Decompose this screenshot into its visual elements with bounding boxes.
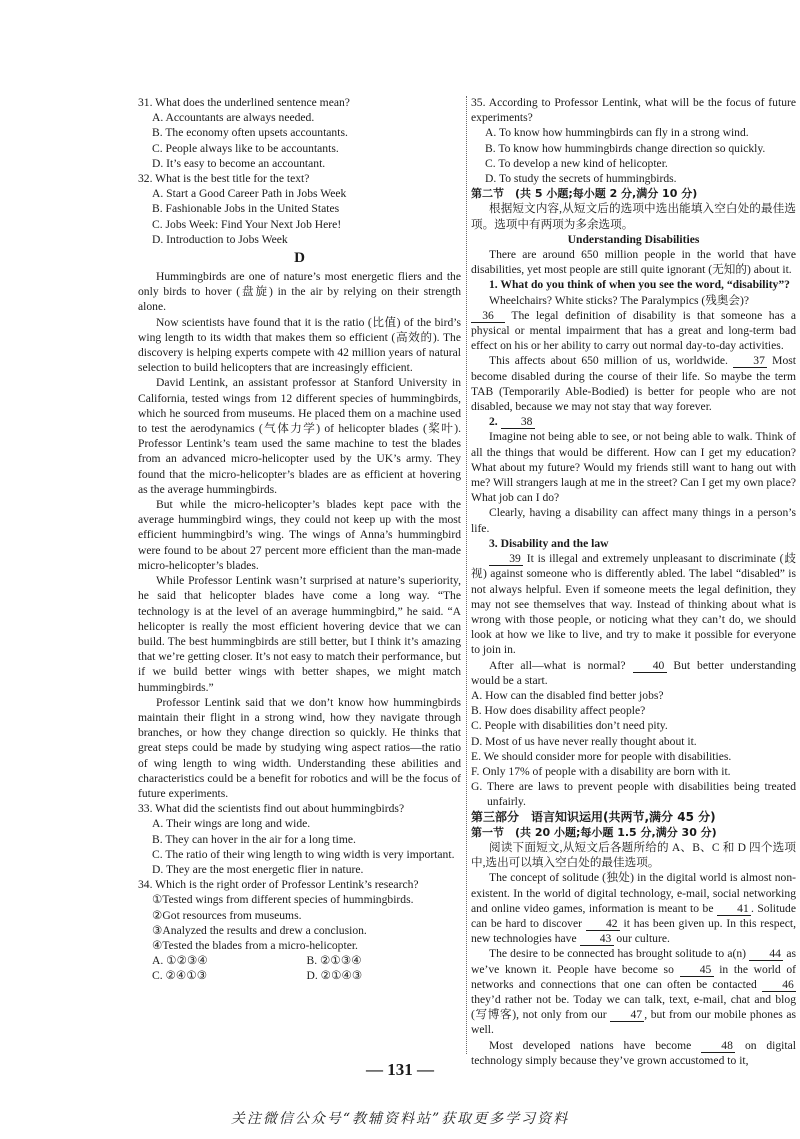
question-34-option-d: D. ②①④③ bbox=[306, 969, 363, 983]
paragraph-affects-million-text-b: Most become disabled during the course of their life. So maybe the term TAB (Temporarily Able-Bodied) is better for people who are not disabled, because we may not stay that way forever. bbox=[471, 354, 797, 414]
blank-44[interactable]: 44 bbox=[749, 948, 783, 961]
question-34-options-row-1 bbox=[152, 953, 461, 968]
choice-g: G. There are laws to prevent people with disabilities being treated unfairly. bbox=[471, 780, 796, 809]
paragraph-imagine: Imagine not being able to see, or not being able to walk. Think of all the things that would be different. How can I get my education? What about my future? Would my friends still want to hang out with me? Will strangers laugh at me in the street? Can I get my own place? What job can I do? bbox=[471, 430, 796, 505]
question-33-option-c: C. The ratio of their wing length to wing width is very important. bbox=[152, 847, 455, 861]
question-32-option-d: D. Introduction to Jobs Week bbox=[152, 232, 288, 246]
choice-a: A. How can the disabled find better jobs? bbox=[471, 688, 664, 702]
question-32-option-a: A. Start a Good Career Path in Jobs Week bbox=[152, 187, 347, 201]
passage-d-paragraph-4: But while the micro-helicopter’s blades kept pace with the average hummingbird wings, they could not keep up with the most efficient hummingbird’s wing. The wings of Anna’s hummingbird were found to be about 27 percent more efficient than the man-made micro-helicopter’s blades. bbox=[138, 498, 461, 572]
section-d-title: D bbox=[294, 250, 305, 267]
cloze-text-4: our culture. bbox=[616, 932, 670, 946]
question-35-stem: 35. According to Professor Lentink, what will be the focus of future experiments? bbox=[471, 96, 796, 125]
question-34-options-row-2 bbox=[152, 968, 461, 983]
question-31-option-b: B. The economy often upsets accountants. bbox=[152, 126, 348, 140]
question-33-option-a: A. Their wings are long and wide. bbox=[152, 817, 311, 831]
cloze-paragraph-2 bbox=[471, 946, 796, 1037]
blank-38[interactable]: 38 bbox=[501, 416, 535, 429]
paragraph-legal-definition-text: The legal definition of disability is that someone has a physical or mental impairment that has a great and long-term bad effect on his or her ability to carry out normal day-to-day activities. bbox=[471, 308, 796, 353]
passage-d-paragraph-6: Professor Lentink said that we don’t know how hummingbirds maintain their flight in a strong wind, how they navigate through branches, or how they change direction so quickly. He thinks that great steps could be made by studying wing aspect ratios—the ratio of wing length to wing width. Understanding these abilities and characteristics could be a benefit for robotics and will be the focus of future experiments. bbox=[138, 695, 461, 800]
paragraph-illegal bbox=[471, 551, 796, 657]
question-31-option-c: C. People always like to be accountants. bbox=[152, 141, 339, 155]
blank-41[interactable]: 41 bbox=[717, 903, 751, 916]
question-34-step-1: ①Tested wings from different species of hummingbirds. bbox=[152, 893, 414, 907]
paragraph-after-all bbox=[471, 658, 796, 688]
choice-b: B. How does disability affect people? bbox=[471, 704, 646, 718]
blank-45[interactable]: 45 bbox=[680, 964, 714, 977]
right-column bbox=[471, 95, 796, 1068]
choice-f: F. Only 17% of people with a disability are born with it. bbox=[471, 764, 731, 778]
blank-43[interactable]: 43 bbox=[580, 933, 614, 946]
paragraph-clearly: Clearly, having a disability can affect many things in a person’s life. bbox=[471, 506, 796, 535]
cloze-paragraph-1 bbox=[471, 870, 796, 946]
question-32-option-b: B. Fashionable Jobs in the United States bbox=[152, 202, 340, 216]
question-35-option-c: C. To develop a new kind of helicopter. bbox=[485, 156, 668, 170]
question-34-option-b: B. ②①③④ bbox=[306, 954, 362, 968]
subheading-1: 1. What do you think of when you see the word, “disability”? bbox=[489, 278, 790, 292]
question-34-step-4: ④Tested the blades from a micro-helicopter. bbox=[152, 938, 358, 952]
cloze-text-9: , but from our mobile phones as well. bbox=[471, 1008, 796, 1037]
question-35-option-a: A. To know how hummingbirds can fly in a strong wind. bbox=[485, 126, 749, 140]
cloze-text-3: it has been given up. In this respect, new technologies have bbox=[471, 916, 796, 946]
paragraph-legal-definition bbox=[471, 308, 796, 354]
passage-intro: There are around 650 million people in the world that have disabilities, yet most people are still quite ignorant (无知的) about it. bbox=[471, 248, 796, 277]
blank-39[interactable]: 39 bbox=[489, 553, 523, 566]
section-2-header: 第二节 (共 5 小题;每小题 2 分,满分 10 分) bbox=[471, 187, 698, 201]
footer-handwritten-note: 关注微信公众号“教辅资料站”获取更多学习资料 bbox=[230, 1111, 570, 1127]
question-35-option-d: D. To study the secrets of hummingbirds. bbox=[485, 172, 677, 186]
question-32-option-c: C. Jobs Week: Find Your Next Job Here! bbox=[152, 217, 342, 231]
blank-48[interactable]: 48 bbox=[701, 1040, 735, 1053]
question-34-option-c: C. ②④①③ bbox=[152, 969, 208, 983]
blank-40[interactable]: 40 bbox=[633, 660, 667, 673]
column-divider bbox=[466, 96, 467, 1054]
cloze-text-7: in the world of networks and connections that one can often be contacted bbox=[471, 962, 796, 991]
paragraph-after-all-text-a: After all—what is normal? bbox=[489, 658, 626, 672]
part-3-section-1-header: 第一节 (共 20 小题;每小题 1.5 分,满分 30 分) bbox=[471, 825, 717, 839]
page-number: — 131 — bbox=[366, 1060, 434, 1079]
part-3-instruction: 阅读下面短文,从短文后各题所给的 A、B、C 和 D 四个选项中,选出可以填入空白处的最佳选项。 bbox=[471, 840, 796, 870]
question-31-option-a: A. Accountants are always needed. bbox=[152, 111, 315, 125]
question-33-stem: 33. What did the scientists find out about hummingbirds? bbox=[138, 802, 405, 816]
passage-d-paragraph-5: While Professor Lentink wasn’t surprised at nature’s superiority, he said that helicopter blades have come a long way. “The technology is at the level of an average hummingbird,” he said. “A helicopter is really the most efficient hovering device that we can build. The best hummingbirds are still better, but I think it’s amazing that we’re getting closer. It’s not easy to match their performance, but if we build better wings with better shapes, we might match hummingbirds.” bbox=[138, 574, 461, 694]
cloze-text-10: Most developed nations have become bbox=[489, 1038, 692, 1052]
passage-d-paragraph-3: David Lentink, an assistant professor at Stanford University in California, tested wings from 12 different species of hummingbirds, which he sourced from museums. He placed them on a machine used to test the aerodynamics (气体力学) of helicopter blades (桨叶). Professor Lentink’s team used the same machine to test the blades from an advanced micro-helicopter used by the UK’s army. They found that the micro-helicopter’s blades are as efficient at hovering as the average hummingbirds. bbox=[138, 376, 461, 496]
passage-title: Understanding Disabilities bbox=[567, 232, 700, 246]
question-34-step-2: ②Got resources from museums. bbox=[152, 908, 302, 922]
cloze-text-11: on digital technology simply because they’ve grown accustomed to it, bbox=[471, 1038, 796, 1067]
question-33-option-b: B. They can hover in the air for a long time. bbox=[152, 832, 356, 846]
section-2-instruction: 根据短文内容,从短文后的选项中选出能填入空白处的最佳选项。选项中有两项为多余选项。 bbox=[471, 202, 796, 231]
cloze-text-6: as we’ve known it. People have become so bbox=[471, 947, 797, 976]
blank-47[interactable]: 47 bbox=[610, 1009, 644, 1022]
subheading-2-number: 2. bbox=[489, 415, 498, 429]
blank-42[interactable]: 42 bbox=[586, 918, 620, 931]
subheading-2 bbox=[471, 414, 796, 429]
choice-c: C. People with disabilities don’t need pity. bbox=[471, 719, 668, 733]
paragraph-affects-million bbox=[471, 353, 796, 414]
subheading-3: 3. Disability and the law bbox=[489, 536, 609, 550]
question-34-option-a: A. ①②③④ bbox=[152, 954, 208, 968]
paragraph-after-all-text-b: But better understanding would be a start. bbox=[471, 658, 797, 687]
choice-d: D. Most of us have never really thought about it. bbox=[471, 734, 697, 748]
cloze-text-1: The concept of solitude (独处) in the digital world is almost non-existent. In the world of digital technology, e-mail, social networking and online video games, information is meant to be bbox=[471, 871, 796, 915]
question-31-option-d: D. It’s easy to become an accountant. bbox=[152, 156, 326, 170]
cloze-text-2: . Solitude can be hard to discover bbox=[471, 901, 796, 930]
blank-36[interactable]: 36 bbox=[471, 310, 505, 323]
question-32-stem: 32. What is the best title for the text? bbox=[138, 172, 310, 186]
question-35-option-b: B. To know how hummingbirds change direction so quickly. bbox=[485, 141, 766, 155]
cloze-text-5: The desire to be connected has brought solitude to a(n) bbox=[489, 947, 746, 961]
blank-37[interactable]: 37 bbox=[733, 355, 767, 368]
passage-d-paragraph-2: Now scientists have found that it is the ratio (比值) of the bird’s wing length to its width that makes them so efficient (高效的). The discovery is helping experts compete with 42 million years of natural selection to build helicopters that are increasingly efficient. bbox=[138, 315, 461, 375]
paragraph-wheelchairs: Wheelchairs? White sticks? The Paralympics (残奥会)? bbox=[489, 293, 750, 307]
passage-d-paragraph-1: Hummingbirds are one of nature’s most energetic fliers and the only birds to hover (盘旋) in the air by relying on their strength alone. bbox=[138, 270, 461, 314]
part-3-header: 第三部分 语言知识运用(共两节,满分 45 分) bbox=[471, 809, 716, 824]
question-31-stem: 31. What does the underlined sentence mean? bbox=[138, 96, 350, 109]
paragraph-affects-million-text-a: This affects about 650 million of us, worldwide. bbox=[489, 354, 728, 368]
cloze-text-8: they’d rather not be. Today we can talk, text, e-mail, chat and blog (写博客), not only from our bbox=[471, 992, 796, 1022]
question-34-stem: 34. Which is the right order of Professor Lentink’s research? bbox=[138, 878, 419, 892]
left-column bbox=[138, 95, 461, 984]
choice-e: E. We should consider more for people with disabilities. bbox=[471, 749, 732, 763]
question-33-option-d: D. They are the most energetic flier in nature. bbox=[152, 862, 364, 876]
paragraph-illegal-text: It is illegal and extremely unpleasant to discriminate (歧视) against someone who is differently abled. The label “disabled” is not always helpful. Even if someone meets the legal definition, they may not see themselves that way. Instead of thinking about what is wrong with those people, or noticing what they can’t do, we should look at how we like to live, and try to make it possible for everyone to join in. bbox=[471, 552, 796, 657]
blank-46[interactable]: 46 bbox=[762, 979, 796, 992]
question-34-step-3: ③Analyzed the results and drew a conclusion. bbox=[152, 923, 367, 937]
